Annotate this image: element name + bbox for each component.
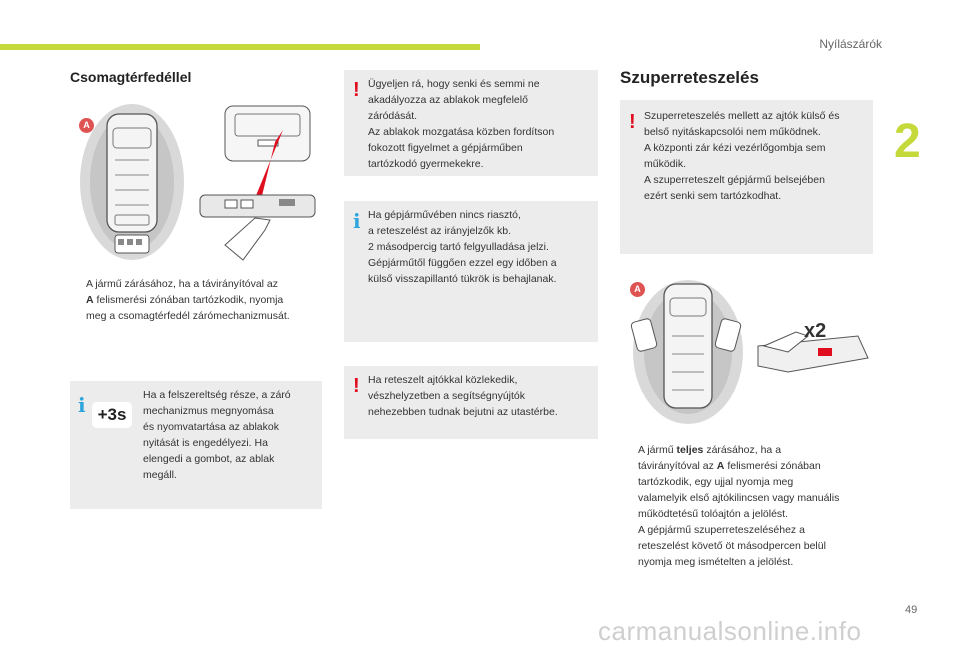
warning-icon: ! [353, 375, 360, 397]
left-bullet-prefix: A jármű zárásához, ha a távirányítóval az [86, 278, 279, 290]
top-accent-bar [0, 44, 480, 50]
watermark: carmanualsonline.info [598, 616, 862, 646]
right-bullet-1-mid: zárásához, ha a távirányítóval az [638, 444, 782, 472]
right-warning-text: Szuperreteszelés mellett az ajtók külső és belső nyitáskapcsolói nem működnek. A központi zár kézi vezérlőgombja sem működik. A szuperreteszelt gépjármű belsejében ezért senki sem tartózkodhat. [644, 110, 840, 202]
superlock-svg [628, 276, 878, 426]
zone-a-badge: A [630, 282, 645, 297]
chapter-number: 2 [894, 115, 921, 168]
left-info-text: Ha a felszereltség része, a záró mechanizmus megnyomása és nyomvatartása az ablakok nyitását is engedélyezi. Ha elengedi a gombot, az ablak megáll. [143, 389, 291, 481]
left-heading: Csomagtérfedéllel [70, 69, 192, 85]
left-bullet-bold: A [86, 294, 94, 306]
middle-warning-box-2 [344, 366, 598, 439]
right-bullet-1-bold: teljes [676, 444, 704, 456]
section-title: Nyílászárók [819, 37, 882, 51]
trunk-lock-illustration [75, 100, 325, 270]
left-info-box [70, 381, 322, 509]
middle-info-text: Ha gépjárművében nincs riasztó, a reteszelést az irányjelzők kb. 2 másodpercig tartó felgyulladása jelzi. Gépjárműtől függően ezzel egy időben a külső visszapillantó tükrök is behajlanak. [368, 209, 557, 285]
right-bullet-1-prefix: A jármű [638, 444, 674, 456]
middle-warning-box-1 [344, 70, 598, 176]
info-icon: i [353, 209, 361, 233]
warning-icon: ! [629, 111, 636, 133]
three-seconds-badge: +3s [92, 402, 132, 428]
info-icon: i [78, 393, 86, 417]
left-bullet-text [86, 276, 331, 324]
right-warning-box [620, 100, 873, 254]
left-bullet-rest: felismerési zónában tartózkodik, nyomja meg a csomagtérfedél zárómechanizmusát. [86, 294, 290, 322]
zone-a-badge: A [79, 118, 94, 133]
middle-info-box [344, 201, 598, 342]
middle-warning-text-2: Ha reteszelt ajtókkal közlekedik, vészhelyzetben a segítségnyújtók nehezebben tudnak bejutni az utastérbe. [368, 374, 558, 418]
right-bullet-1-bold-2: A [716, 460, 725, 472]
page-number: 49 [905, 604, 918, 616]
superlock-illustration [628, 276, 878, 426]
trunk-lock-svg [75, 100, 325, 270]
right-heading: Szuperreteszelés [620, 68, 759, 87]
right-bullet-2: A gépjármű szuperreteszeléséhez a reteszelést követő öt másodpercen belül nyomja meg ismételten a jelölést. [638, 524, 826, 568]
middle-warning-text-1: Ügyeljen rá, hogy senki és semmi ne akadályozza az ablakok megfelelő záródását. Az ablakok mozgatása közben fordítson fokozott figyelmet a gépjárműben tartózkodó gyermekekre. [368, 78, 555, 170]
double-press-label: x2 [804, 320, 827, 342]
warning-icon: ! [353, 79, 360, 101]
right-bullet-1-rest: felismerési zónában tartózkodik, egy ujjal nyomja meg valamelyik első ajtókilincsen vagy manuális működtetésű tolóajtón a jelölést. [638, 460, 840, 520]
right-bullet-1 [638, 442, 888, 522]
